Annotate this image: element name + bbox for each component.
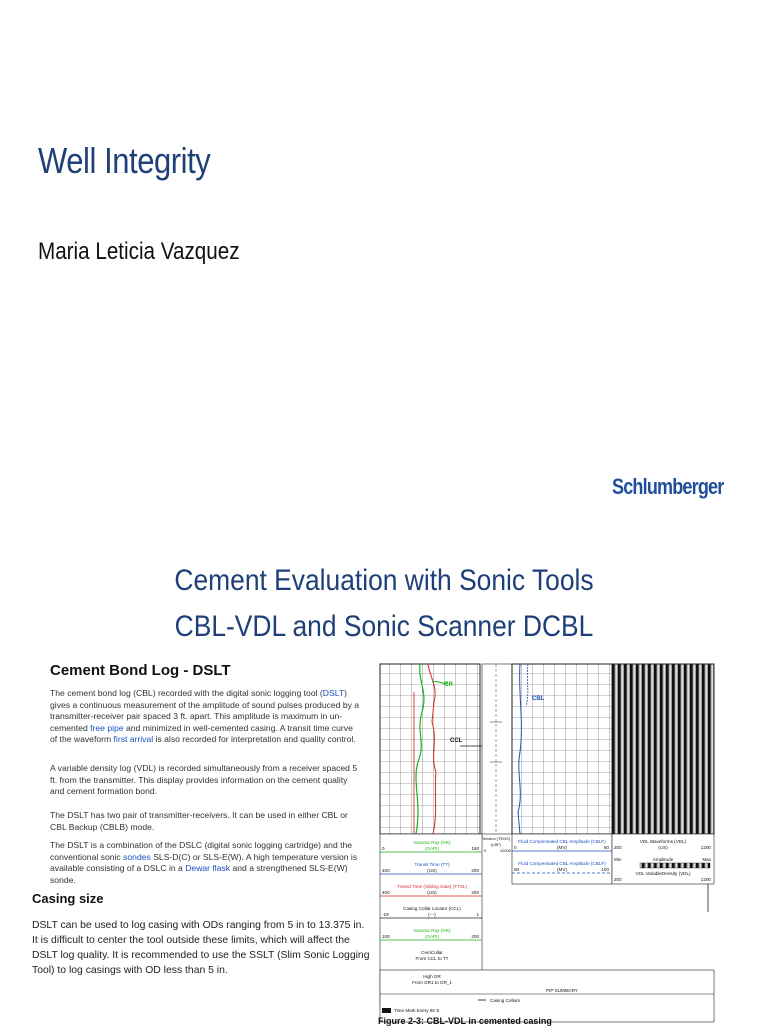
cement-label: CemCollar [421, 950, 443, 955]
tension-track [482, 664, 512, 834]
time-mark-label: Time Mark Every 60 S [394, 1008, 440, 1013]
dewar-flask-link[interactable]: Dewar flask [185, 863, 231, 874]
track1-curve-4-max: 1 [476, 912, 479, 917]
track1-curve-4-min: -19 [382, 912, 389, 917]
casing-collars-label: Casing Collars [490, 998, 520, 1003]
casing-size-title: Casing size [32, 891, 104, 906]
vdl-density-max: 1200 [700, 877, 711, 882]
page-title: Well Integrity [38, 140, 211, 181]
cbl-header-1-max: 50 [603, 845, 609, 850]
section-heading-line1: Cement Evaluation with Sonic Tools [174, 564, 594, 597]
track1-curve-2-max: 200 [471, 868, 479, 873]
track1-curve-1-name: Gamma Ray (GR) [413, 840, 451, 845]
track1-curve-3-min: 400 [382, 890, 390, 895]
track1-curve-2-units: (US) [427, 868, 437, 873]
text: SLS-D(C) or SLS-E(W). A high temperature version is available consisting of a DSLC in a [50, 851, 358, 874]
track1-curve-2-name: Transit Time (TT) [414, 862, 450, 867]
track1-curve-1-units: (GAPI) [424, 846, 440, 851]
vdl-header-name: VDL Waveforms (VDL) [639, 839, 687, 844]
casing-size-paragraph: DSLT can be used to log casing with ODs ranging from 5 in to 13.375 in. It is difficult to center the tool outside these limits, which will affect the DSLT log quality. It is recommended to use the SSLT (Slim Sonic Logging Tool) to log casings with OD less than 5 in. [32, 920, 370, 976]
vdl-amplitude-scale [640, 863, 710, 868]
sondes-link[interactable]: sondes [123, 851, 151, 862]
text: and minimized in well-cemented casing. A transit time curve of the waveform [50, 722, 353, 745]
track1-curve-1-min: 0 [382, 846, 385, 851]
text: and a strengthened SLS-E(W) sonde. [50, 863, 348, 885]
tension-max: 10000 [499, 848, 511, 853]
cbl-header-1-name: Fluid Compensated CBL Amplitude (CBLF) [518, 839, 606, 844]
section-heading-line2: CBL-VDL and Sonic Scanner DCBL [174, 610, 594, 643]
paragraph-cbl [50, 688, 362, 746]
cbl-header-1-units: (MV) [557, 845, 567, 850]
vdl-amp-max: Max [702, 857, 711, 862]
cbl-header-1-min: 0 [514, 845, 517, 850]
cbl-header-2-units: (MV) [557, 867, 567, 872]
vdl-waveform [612, 664, 714, 834]
track1-curve-3-units: (US) [427, 890, 437, 895]
text: The DSLT is a combination of the DSLC (digital sonic logging cartridge) and the conventional sonic [50, 840, 353, 862]
paragraph-dslt-modes: The DSLT has two pair of transmitter-receivers. It can be used in either CBL or CBL Backup (CBLB) mode. [50, 810, 348, 832]
track1-grid [380, 664, 480, 834]
paragraph-vdl: A variable density log (VDL) is recorded simultaneously from a receiver spaced 5 ft. from the transmitter. This display provides information on the cement quality and cement formation bond. [50, 763, 358, 797]
text: ) gives a continuous measurement of the amplitude of sound pulses produced by a transmitter-receiver pair spaced 3 ft. apart. This amplitude is maximum in un-cemented [50, 688, 360, 733]
cbl-section-title: Cement Bond Log - DSLT [50, 662, 231, 679]
text: The cement bond log (CBL) recorded with the digital sonic logging tool ( [50, 688, 323, 698]
figure-caption: Figure 2-3: CBL-VDL in cemented casing [378, 1016, 552, 1026]
schlumberger-logo: Schlumberger [612, 474, 724, 499]
track1-curve-3-name: Transit Time (Sliding Gate) (TTSL) [396, 884, 468, 889]
cbl-header-2-min: 50 [514, 867, 520, 872]
tension-label: Tension (TENS) [481, 836, 511, 841]
track1-curve-5-min: 100 [382, 934, 390, 939]
cbl-vdl-log-figure [378, 662, 716, 1024]
vdl-header-max: 1200 [700, 845, 711, 850]
vdl-amp-min: Min [614, 857, 622, 862]
track1-curve-5-name: Gamma Ray (GR) [413, 928, 451, 933]
text: is also recorded for interpretation and quality control. [153, 734, 356, 745]
pip-summary-label: PIP SUMMARY [546, 988, 578, 993]
ccl-curve-label: CCL [450, 738, 463, 744]
cbl-header-2-max: 100 [601, 867, 609, 872]
track1-curve-5-units: (GAPI) [424, 934, 440, 939]
vdl-density-min: 200 [614, 877, 622, 882]
cement-sub-label: From CCL to TT [415, 956, 449, 961]
cbl-curve-label: CBL [532, 696, 545, 702]
track1-curve-2-min: 400 [382, 868, 390, 873]
track1-curve-4-name: Casing Collar Locator (CCL) [403, 906, 461, 911]
tension-units: (LBF) [491, 842, 501, 847]
tension-min: 0 [484, 848, 487, 853]
first-arrival-link[interactable]: first arrival [113, 734, 154, 745]
cbl-track-grid [512, 664, 612, 834]
vdl-amp-label: Amplitude [652, 857, 674, 862]
vdl-header-units: (US) [658, 845, 668, 850]
track1-curve-5-max: 200 [471, 934, 479, 939]
vdl-density-label: VDL VariableDensity (VDL) [635, 871, 691, 876]
gr-curve-label: GR [444, 682, 453, 688]
cbl-header-2-name: Fluid Compensated CBL Amplitude (CBLF) [518, 861, 606, 866]
author-name: Maria Leticia Vazquez [38, 238, 240, 265]
vdl-header-min: 200 [614, 845, 622, 850]
track1-curve-4-units: (---) [428, 912, 436, 917]
track1-curve-1-max: 150 [471, 846, 479, 851]
high-gr-label: High GR [423, 974, 441, 979]
high-gr-sub-label: From GR1 to GR_1 [412, 980, 452, 985]
track1-curve-3-max: 200 [471, 890, 479, 895]
free-pipe-link[interactable]: free pipe [90, 722, 124, 733]
dslt-link[interactable]: DSLT [322, 688, 345, 698]
paragraph-dslt-combo [50, 840, 362, 886]
